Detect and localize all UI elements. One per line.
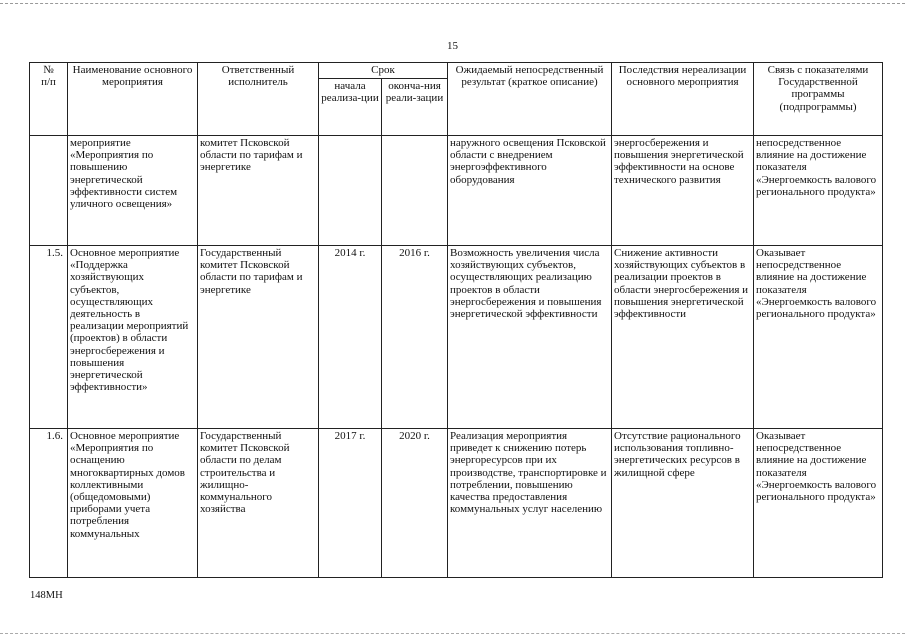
- row-num: [30, 136, 68, 246]
- header-name: Наименование основного мероприятия: [68, 63, 198, 136]
- row-num: 1.6.: [30, 429, 68, 578]
- row-end: [382, 136, 448, 246]
- header-term: Срок: [319, 63, 448, 79]
- row-link: Оказывает непосредственное влияние на достижение показателя «Энергоемкость валового регионального продукта»: [754, 246, 883, 429]
- header-start: начала реализа-ции: [319, 79, 382, 136]
- row-end: 2016 г.: [382, 246, 448, 429]
- header-end: оконча-ния реали-зации: [382, 79, 448, 136]
- row-name: мероприятие «Мероприятия по повышению энергетической эффективности систем уличного освещения»: [68, 136, 198, 246]
- row-executor: Государственный комитет Псковской области по тарифам и энергетике: [198, 246, 319, 429]
- row-start: [319, 136, 382, 246]
- row-name: Основное мероприятие «Мероприятия по оснащению многоквартирных домов коллективными (общедомовыми) приборами учета потребления коммунальных: [68, 429, 198, 578]
- row-consequences: энергосбережения и повышения энергетической эффективности на основе технического развития: [612, 136, 754, 246]
- program-table: [29, 62, 883, 578]
- footer-code: 148МН: [30, 590, 63, 601]
- row-link: непосредственное влияние на достижение показателя «Энергоемкость валового регионального продукта»: [754, 136, 883, 246]
- row-result: Реализация мероприятия приведет к снижению потерь энергоресурсов при их производстве, транспортировке и потреблении, повышению качества предоставления коммунальных услуг населению: [448, 429, 612, 578]
- page-number: 15: [447, 40, 458, 52]
- table-row: [30, 246, 883, 429]
- row-num: 1.5.: [30, 246, 68, 429]
- bottom-scan-edge: [0, 633, 905, 634]
- header-result: Ожидаемый непосредственный результат (краткое описание): [448, 63, 612, 136]
- header-link: Связь с показателями Государственной программы (подпрограммы): [754, 63, 883, 136]
- row-start: 2014 г.: [319, 246, 382, 429]
- header-row: [30, 63, 883, 79]
- header-num: № п/п: [30, 63, 68, 136]
- row-start: 2017 г.: [319, 429, 382, 578]
- top-scan-edge: [0, 3, 905, 4]
- row-link: Оказывает непосредственное влияние на достижение показателя «Энергоемкость валового регионального продукта»: [754, 429, 883, 578]
- table-row: [30, 429, 883, 578]
- table-row: [30, 136, 883, 246]
- header-executor: Ответственный исполнитель: [198, 63, 319, 136]
- row-consequences: Отсутствие рационального использования топливно-энергетических ресурсов в жилищной сфере: [612, 429, 754, 578]
- row-result: Возможность увеличения числа хозяйствующих субъектов, осуществляющих реализацию проектов в области энергосбережения и повышения энергетической эффективности: [448, 246, 612, 429]
- row-end: 2020 г.: [382, 429, 448, 578]
- header-consequences: Последствия нереализации основного мероприятия: [612, 63, 754, 136]
- row-result: наружного освещения Псковской области с внедрением энергоэффективного оборудования: [448, 136, 612, 246]
- row-executor: Государственный комитет Псковской области по делам строительства и жилищно-коммунального хозяйства: [198, 429, 319, 578]
- row-consequences: Снижение активности хозяйствующих субъектов в реализации проектов в области энергосбережения и повышения энергетической эффективности: [612, 246, 754, 429]
- row-executor: комитет Псковской области по тарифам и энергетике: [198, 136, 319, 246]
- row-name: Основное мероприятие «Поддержка хозяйствующих субъектов, осуществляющих деятельность в реализации мероприятий (проектов) в области энергосбережения и повышения энергетической эффективности»: [68, 246, 198, 429]
